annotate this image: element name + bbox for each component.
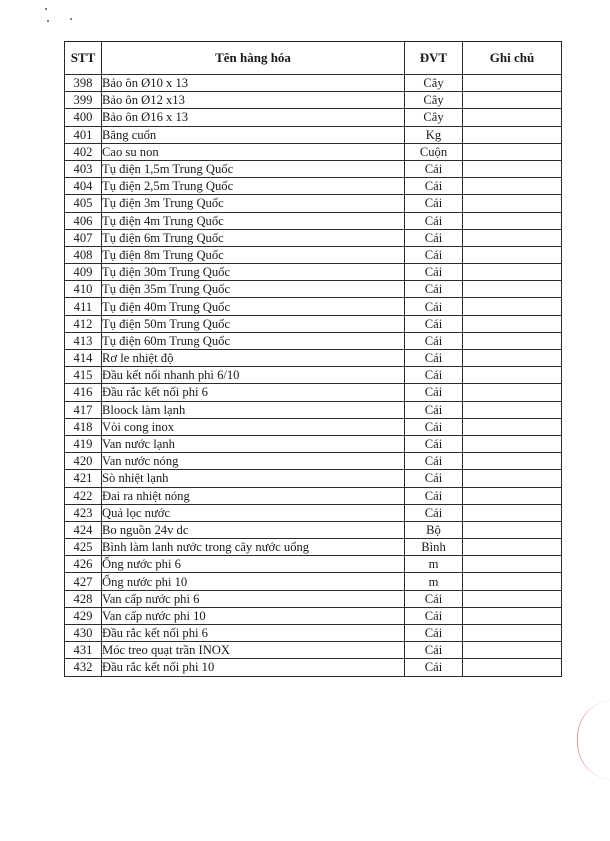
cell-note xyxy=(463,75,562,92)
table-row xyxy=(65,264,562,281)
scan-speck xyxy=(47,20,49,22)
goods-table xyxy=(64,41,562,677)
table-row xyxy=(65,435,562,452)
cell-stt: 417 xyxy=(65,401,102,418)
cell-unit: Cái xyxy=(405,229,463,246)
cell-note xyxy=(463,573,562,590)
cell-note xyxy=(463,521,562,538)
cell-note xyxy=(463,453,562,470)
cell-unit: Cái xyxy=(405,435,463,452)
cell-name: Bảo ôn Ø10 x 13 xyxy=(102,75,405,92)
cell-stt: 415 xyxy=(65,367,102,384)
cell-unit: Cuộn xyxy=(405,143,463,160)
table-row xyxy=(65,539,562,556)
cell-note xyxy=(463,607,562,624)
cell-note xyxy=(463,539,562,556)
table-row xyxy=(65,590,562,607)
cell-stt: 420 xyxy=(65,453,102,470)
cell-unit: Bộ xyxy=(405,521,463,538)
cell-note xyxy=(463,143,562,160)
cell-stt: 413 xyxy=(65,332,102,349)
cell-stt: 419 xyxy=(65,435,102,452)
cell-stt: 409 xyxy=(65,264,102,281)
cell-unit: Cái xyxy=(405,160,463,177)
cell-name: Vòi cong inox xyxy=(102,418,405,435)
cell-unit: Cái xyxy=(405,264,463,281)
cell-note xyxy=(463,642,562,659)
cell-stt: 416 xyxy=(65,384,102,401)
table-row xyxy=(65,315,562,332)
table-row xyxy=(65,384,562,401)
cell-stt: 427 xyxy=(65,573,102,590)
cell-name: Tụ điện 3m Trung Quốc xyxy=(102,195,405,212)
cell-note xyxy=(463,178,562,195)
cell-name: Tụ điện 50m Trung Quốc xyxy=(102,315,405,332)
cell-name: Móc treo quạt trần INOX xyxy=(102,642,405,659)
table-body xyxy=(65,75,562,677)
cell-stt: 414 xyxy=(65,350,102,367)
cell-name: Tụ điện 6m Trung Quốc xyxy=(102,229,405,246)
table-row xyxy=(65,178,562,195)
table-row xyxy=(65,453,562,470)
cell-name: Quả lọc nước xyxy=(102,504,405,521)
cell-note xyxy=(463,160,562,177)
cell-name: Van cấp nước phi 6 xyxy=(102,590,405,607)
cell-note xyxy=(463,332,562,349)
table-row xyxy=(65,281,562,298)
cell-note xyxy=(463,435,562,452)
cell-stt: 408 xyxy=(65,246,102,263)
cell-stt: 424 xyxy=(65,521,102,538)
scan-speck xyxy=(70,18,72,20)
cell-name: Bình làm lanh nước trong cây nước uống xyxy=(102,539,405,556)
cell-stt: 407 xyxy=(65,229,102,246)
table-row xyxy=(65,75,562,92)
table-row xyxy=(65,126,562,143)
cell-unit: Cái xyxy=(405,332,463,349)
cell-note xyxy=(463,281,562,298)
cell-name: Bloock làm lạnh xyxy=(102,401,405,418)
cell-name: Tụ điện 30m Trung Quốc xyxy=(102,264,405,281)
header-unit: ĐVT xyxy=(405,42,463,75)
cell-stt: 410 xyxy=(65,281,102,298)
cell-stt: 401 xyxy=(65,126,102,143)
cell-unit: Cái xyxy=(405,246,463,263)
cell-unit: m xyxy=(405,556,463,573)
cell-name: Đai ra nhiệt nóng xyxy=(102,487,405,504)
cell-note xyxy=(463,126,562,143)
cell-note xyxy=(463,504,562,521)
cell-note xyxy=(463,367,562,384)
table-header-row xyxy=(65,42,562,75)
cell-unit: Cái xyxy=(405,212,463,229)
table-row xyxy=(65,160,562,177)
table-row xyxy=(65,659,562,676)
table-row xyxy=(65,573,562,590)
cell-stt: 400 xyxy=(65,109,102,126)
table-row xyxy=(65,607,562,624)
cell-note xyxy=(463,590,562,607)
cell-unit: Cái xyxy=(405,590,463,607)
cell-unit: Cái xyxy=(405,195,463,212)
cell-name: Tụ điện 4m Trung Quốc xyxy=(102,212,405,229)
cell-stt: 412 xyxy=(65,315,102,332)
cell-stt: 428 xyxy=(65,590,102,607)
cell-note xyxy=(463,246,562,263)
table-row xyxy=(65,143,562,160)
cell-name: Van nước nóng xyxy=(102,453,405,470)
cell-unit: Cái xyxy=(405,315,463,332)
cell-note xyxy=(463,625,562,642)
cell-unit: Cái xyxy=(405,384,463,401)
table-row xyxy=(65,332,562,349)
cell-note xyxy=(463,401,562,418)
cell-stt: 421 xyxy=(65,470,102,487)
cell-name: Tụ điện 40m Trung Quốc xyxy=(102,298,405,315)
red-stamp-edge xyxy=(577,700,610,780)
cell-unit: Kg xyxy=(405,126,463,143)
table-row xyxy=(65,246,562,263)
cell-note xyxy=(463,229,562,246)
table-row xyxy=(65,109,562,126)
cell-note xyxy=(463,556,562,573)
cell-name: Sò nhiệt lạnh xyxy=(102,470,405,487)
cell-note xyxy=(463,298,562,315)
cell-name: Ống nước phi 6 xyxy=(102,556,405,573)
table-row xyxy=(65,92,562,109)
table-row xyxy=(65,401,562,418)
table-row xyxy=(65,229,562,246)
cell-stt: 426 xyxy=(65,556,102,573)
cell-stt: 403 xyxy=(65,160,102,177)
cell-stt: 402 xyxy=(65,143,102,160)
cell-unit: Cái xyxy=(405,453,463,470)
table-row xyxy=(65,487,562,504)
cell-note xyxy=(463,212,562,229)
table-row xyxy=(65,556,562,573)
cell-name: Đầu kết nối nhanh phi 6/10 xyxy=(102,367,405,384)
cell-name: Tụ điện 8m Trung Quốc xyxy=(102,246,405,263)
cell-unit: Cái xyxy=(405,298,463,315)
cell-name: Băng cuốn xyxy=(102,126,405,143)
table-row xyxy=(65,367,562,384)
cell-name: Tụ điện 2,5m Trung Quốc xyxy=(102,178,405,195)
cell-stt: 398 xyxy=(65,75,102,92)
cell-stt: 399 xyxy=(65,92,102,109)
cell-stt: 405 xyxy=(65,195,102,212)
cell-note xyxy=(463,487,562,504)
cell-stt: 432 xyxy=(65,659,102,676)
cell-unit: Cái xyxy=(405,470,463,487)
cell-unit: Cái xyxy=(405,401,463,418)
cell-stt: 406 xyxy=(65,212,102,229)
cell-unit: Cái xyxy=(405,367,463,384)
table-row xyxy=(65,298,562,315)
cell-note xyxy=(463,418,562,435)
cell-stt: 423 xyxy=(65,504,102,521)
cell-unit: Cây xyxy=(405,92,463,109)
cell-note xyxy=(463,470,562,487)
cell-name: Bo nguồn 24v dc xyxy=(102,521,405,538)
header-name: Tên hàng hóa xyxy=(102,42,405,75)
cell-name: Đầu rắc kết nối phi 6 xyxy=(102,625,405,642)
cell-name: Ống nước phi 10 xyxy=(102,573,405,590)
cell-unit: Cái xyxy=(405,642,463,659)
cell-name: Tụ điện 35m Trung Quốc xyxy=(102,281,405,298)
cell-name: Cao su non xyxy=(102,143,405,160)
cell-name: Tụ điện 60m Trung Quốc xyxy=(102,332,405,349)
cell-unit: Cái xyxy=(405,607,463,624)
cell-unit: Cái xyxy=(405,487,463,504)
table-row xyxy=(65,625,562,642)
cell-name: Tụ điện 1,5m Trung Quốc xyxy=(102,160,405,177)
cell-unit: Cái xyxy=(405,281,463,298)
table-row xyxy=(65,642,562,659)
cell-note xyxy=(463,109,562,126)
header-stt: STT xyxy=(65,42,102,75)
cell-unit: Cái xyxy=(405,178,463,195)
cell-name: Rơ le nhiệt độ xyxy=(102,350,405,367)
cell-name: Van nước lạnh xyxy=(102,435,405,452)
cell-unit: m xyxy=(405,573,463,590)
cell-note xyxy=(463,264,562,281)
header-note: Ghi chú xyxy=(463,42,562,75)
cell-name: Đầu rắc kết nối phi 10 xyxy=(102,659,405,676)
table-row xyxy=(65,521,562,538)
cell-unit: Cái xyxy=(405,504,463,521)
table-row xyxy=(65,470,562,487)
scan-speck xyxy=(45,8,47,10)
table-row xyxy=(65,504,562,521)
cell-name: Bảo ôn Ø16 x 13 xyxy=(102,109,405,126)
cell-unit: Cái xyxy=(405,418,463,435)
cell-stt: 411 xyxy=(65,298,102,315)
cell-stt: 429 xyxy=(65,607,102,624)
cell-unit: Cây xyxy=(405,109,463,126)
cell-unit: Cái xyxy=(405,659,463,676)
cell-stt: 418 xyxy=(65,418,102,435)
table-row xyxy=(65,195,562,212)
cell-unit: Bình xyxy=(405,539,463,556)
cell-unit: Cây xyxy=(405,75,463,92)
cell-stt: 430 xyxy=(65,625,102,642)
cell-note xyxy=(463,195,562,212)
cell-unit: Cái xyxy=(405,625,463,642)
cell-note xyxy=(463,384,562,401)
cell-stt: 425 xyxy=(65,539,102,556)
cell-name: Bảo ôn Ø12 x13 xyxy=(102,92,405,109)
cell-note xyxy=(463,92,562,109)
cell-name: Đầu rắc kết nối phi 6 xyxy=(102,384,405,401)
cell-stt: 404 xyxy=(65,178,102,195)
cell-note xyxy=(463,350,562,367)
cell-unit: Cái xyxy=(405,350,463,367)
table-row xyxy=(65,212,562,229)
table-row xyxy=(65,418,562,435)
cell-stt: 431 xyxy=(65,642,102,659)
table-row xyxy=(65,350,562,367)
cell-note xyxy=(463,659,562,676)
cell-name: Van cấp nước phi 10 xyxy=(102,607,405,624)
cell-stt: 422 xyxy=(65,487,102,504)
cell-note xyxy=(463,315,562,332)
